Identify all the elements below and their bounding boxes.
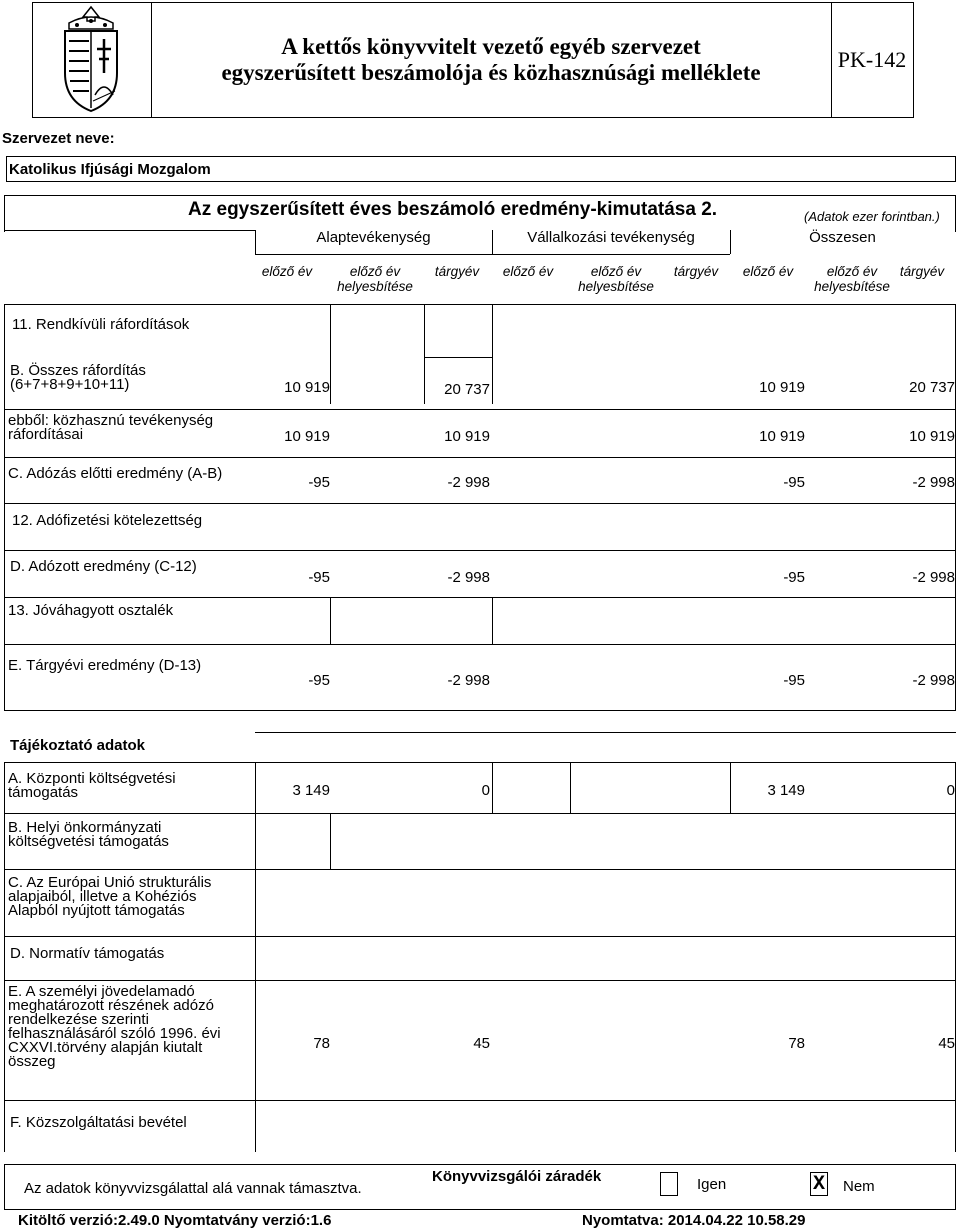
section-left-border <box>4 195 5 232</box>
cell-current-year-total: -2 998 <box>912 672 955 689</box>
info-row-label: E. A személyi jövedelamadó meghatározott részének adózó rendelkezése szerinti felhasználásáról szóló 1996. évi CXXVI.törvény alapján kiutalt összeg <box>8 983 221 1070</box>
grid-left-border <box>4 304 5 710</box>
grid-col-line <box>330 304 331 404</box>
info-row-label: A. Központi költségvetési támogatás <box>8 770 176 801</box>
row-label: ebből: közhasznú tevékenység ráfordításai <box>8 412 214 443</box>
group-divider-2 <box>492 230 493 254</box>
coat-of-arms-icon <box>33 3 152 117</box>
row-label: 13. Jóváhagyott osztalék <box>8 602 174 619</box>
row-label: D. Adózott eredmény (C-12) <box>10 558 197 575</box>
cell-current-year-total: -2 998 <box>912 569 955 586</box>
grid-right-border <box>955 304 956 710</box>
grid-line <box>4 304 956 305</box>
grid-col-line <box>330 813 331 869</box>
audit-no-label: Nem <box>843 1178 875 1195</box>
subcol-9: tárgyév <box>899 264 945 279</box>
grid-line <box>4 869 956 870</box>
grid-right-border <box>955 762 956 1152</box>
unit-note: (Adatok ezer forintban.) <box>804 209 940 224</box>
subcol-4: előző év <box>502 264 554 279</box>
grid-line <box>4 936 956 937</box>
subcol-3: tárgyév <box>434 264 480 279</box>
org-name-label: Szervezet neve: <box>2 130 115 147</box>
grid-line <box>4 980 956 981</box>
cell-current-year-base: -2 998 <box>447 474 490 491</box>
group-header-business: Vállalkozási tevékenység <box>527 229 695 246</box>
cell-prev-year-base: -95 <box>308 474 330 491</box>
cell-prev-year-base: 3 149 <box>292 782 330 799</box>
group-header-total: Összesen <box>809 229 876 246</box>
grid-col-line <box>492 597 493 644</box>
cell-current-year-base: 45 <box>473 1035 490 1052</box>
audit-no-checkbox[interactable]: X <box>810 1172 828 1196</box>
info-row-label: D. Normatív támogatás <box>10 945 165 962</box>
grid-line <box>424 357 492 358</box>
grid-col-line <box>492 762 493 813</box>
group-header-underline <box>255 254 730 255</box>
subcol-2: előző év helyesbítése <box>337 264 413 294</box>
form-code: PK-142 <box>837 47 907 72</box>
group-divider-3 <box>730 230 731 254</box>
grid-line <box>4 503 956 504</box>
grid-line <box>4 457 956 458</box>
grid-line <box>4 813 956 814</box>
cell-prev-year-total: 10 919 <box>759 379 805 396</box>
subcol-6: tárgyév <box>673 264 719 279</box>
cell-current-year-total: 20 737 <box>909 379 955 396</box>
grid-col-line <box>330 597 331 644</box>
grid-line <box>4 762 956 763</box>
cell-current-year-total: 0 <box>946 782 955 799</box>
cell-prev-year-total: 10 919 <box>759 428 805 445</box>
grid-col-line <box>255 762 256 1152</box>
cell-prev-year-base: -95 <box>308 672 330 689</box>
grid-line <box>4 409 956 410</box>
section-title-underline <box>4 230 255 231</box>
cell-current-year-base: 20 737 <box>444 381 490 398</box>
audit-title: Könyvvizsgálói záradék <box>432 1168 602 1185</box>
cell-prev-year-total: 3 149 <box>767 782 805 799</box>
grid-line <box>4 710 956 711</box>
cell-prev-year-base: -95 <box>308 569 330 586</box>
row-label: C. Adózás előtti eredmény (A-B) <box>8 465 223 482</box>
info-row-label: B. Helyi önkormányzati költségvetési támogatás <box>8 819 169 850</box>
audit-yes-checkbox[interactable] <box>660 1172 678 1196</box>
grid-line <box>4 644 956 645</box>
grid-left-border <box>4 762 5 1152</box>
section-top-border <box>4 195 956 196</box>
cell-current-year-total: 10 919 <box>909 428 955 445</box>
cell-prev-year-total: 78 <box>788 1035 805 1052</box>
form-title <box>151 3 832 117</box>
cell-current-year-base: 10 919 <box>444 428 490 445</box>
form-title-line2: egyszerűsített beszámolója és közhasznúsági melléklete <box>221 60 761 85</box>
grid-line <box>255 732 956 733</box>
audit-yes-label: Igen <box>697 1176 727 1193</box>
subcol-1: előző év <box>261 264 313 279</box>
subcol-7: előző év <box>742 264 794 279</box>
version-info: Kitöltő verzió:2.49.0 Nyomtatvány verzió:1.6 <box>18 1212 332 1229</box>
cell-current-year-total: 45 <box>938 1035 955 1052</box>
form-title-line1: A kettős könyvvitelt vezető egyéb szervezet <box>281 34 701 59</box>
cell-prev-year-base: 78 <box>313 1035 330 1052</box>
group-header-base: Alaptevékenység <box>316 229 431 246</box>
info-row-label: C. Az Európai Unió strukturális alapjaiból, illetve a Kohéziós Alapból nyújtott támogatás <box>8 874 212 919</box>
section-right-border <box>955 195 956 232</box>
cell-current-year-base: -2 998 <box>447 672 490 689</box>
row-label: E. Tárgyévi eredmény (D-13) <box>8 657 202 674</box>
info-row-label: F. Közszolgáltatási bevétel <box>10 1114 187 1131</box>
subcol-8: előző év helyesbítése <box>814 264 890 294</box>
print-timestamp: Nyomtatva: 2014.04.22 10.58.29 <box>582 1212 806 1229</box>
grid-col-line <box>570 762 571 813</box>
form-header <box>32 2 914 118</box>
cell-current-year-base: -2 998 <box>447 569 490 586</box>
grid-line <box>4 550 956 551</box>
audit-statement: Az adatok könyvvizsgálattal alá vannak támasztva. <box>24 1180 362 1197</box>
info-title: Tájékoztató adatok <box>10 737 146 754</box>
cell-prev-year-total: -95 <box>783 474 805 491</box>
row-label: 11. Rendkívüli ráfordítások <box>12 316 190 333</box>
cell-prev-year-base: 10 919 <box>284 428 330 445</box>
row-label: B. Összes ráfordítás (6+7+8+9+10+11) <box>10 362 146 393</box>
grid-col-line <box>492 304 493 404</box>
grid-line <box>4 597 956 598</box>
cell-current-year-base: 0 <box>481 782 490 799</box>
grid-line <box>4 1100 956 1101</box>
cell-prev-year-total: -95 <box>783 672 805 689</box>
subcol-5: előző év helyesbítése <box>578 264 654 294</box>
org-name-field[interactable]: Katolikus Ifjúsági Mozgalom <box>6 156 956 182</box>
section-title: Az egyszerűsített éves beszámoló eredmény-kimutatása 2. <box>188 199 718 220</box>
cell-prev-year-base: 10 919 <box>284 379 330 396</box>
cell-prev-year-total: -95 <box>783 569 805 586</box>
cell-current-year-total: -2 998 <box>912 474 955 491</box>
row-label: 12. Adófizetési kötelezettség <box>12 512 203 529</box>
group-divider-1 <box>255 230 256 254</box>
